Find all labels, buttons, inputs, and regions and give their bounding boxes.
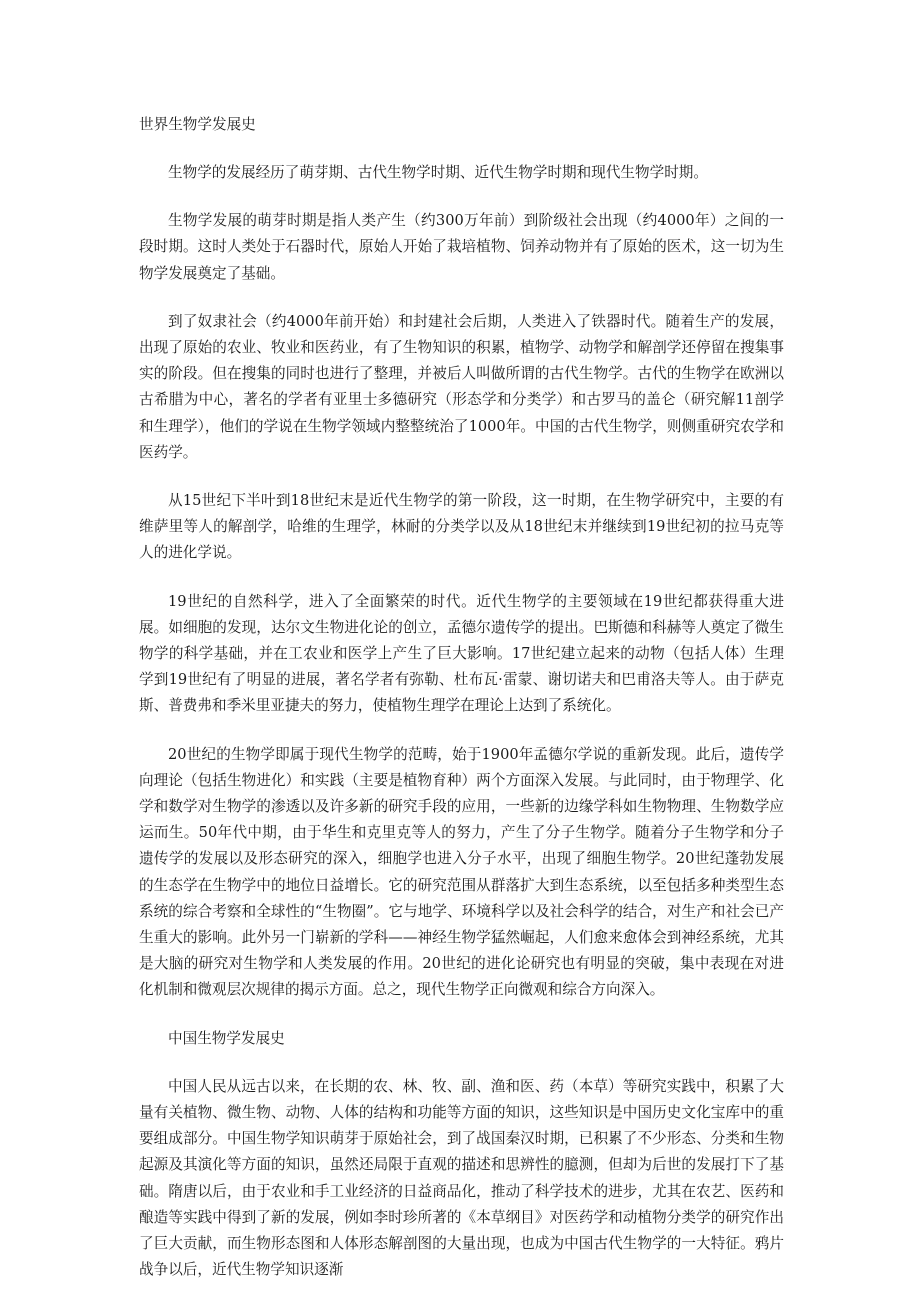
spacer [139, 567, 784, 589]
spacer [139, 720, 784, 742]
paragraph-19th-century: 19世纪的自然科学，进入了全面繁荣的时代。近代生物学的主要领域在19世纪都获得重大进展。如细胞的发现，达尔文生物进化论的创立，孟德尔遗传学的提出。巴斯德和科赫等人奠定了微生物学的科学基础，并在工农业和医学上产生了巨大影响。17世纪建立起来的动物（包括人体）生理学到19世纪有了明显的进展，著名学者有弥勒、杜布瓦·雷蒙、谢切诺夫和巴甫洛夫等人。由于萨克斯、普费弗和季米里亚捷夫的努力，使植物生理学在理论上达到了系统化。 [139, 592, 784, 715]
paragraph-modern-first-stage: 从15世纪下半叶到18世纪末是近代生物学的第一阶段，这一时期，在生物学研究中，主要的有维萨里等人的解剖学，哈维的生理学，林耐的分类学以及从18世纪末并继续到19世纪初的拉马克等人的进化学说。 [139, 492, 784, 562]
paragraph-20th-century: 20世纪的生物学即属于现代生物学的范畴，始于1900年孟德尔学说的重新发现。此后，遗传学向理论（包括生物进化）和实践（主要是植物育种）两个方面深入发展。与此同时，由于物理学、化学和数学对生物学的渗透以及许多新的研究手段的应用，一些新的边缘学科如生物物理、生物数学应运而生。50年代中期，由于华生和克里克等人的努力，产生了分子生物学。随着分子生物学和分子遗传学的发展以及形态研究的深入，细胞学也进入分子水平，出现了细胞生物学。20世纪蓬勃发展的生态学在生物学中的地位日益增长。它的研究范围从群落扩大到生态系统，以至包括多种类型生态系统的综合考察和全球性的“生物圈”。它与地学、环境科学以及社会科学的结合，对生产和社会已产生重大的影响。此外另一门崭新的学科——神经生物学猛然崛起，人们愈来愈体会到神经系统，尤其是大脑的研究对生物学和人类发展的作用。20世纪的进化论研究也有明显的突破，集中表现在对进化机制和微观层次规律的揭示方面。总之，现代生物学正向微观和综合方向深入。 [139, 745, 784, 999]
spacer [139, 466, 784, 488]
spacer [139, 138, 784, 160]
paragraph-overview: 生物学的发展经历了萌芽期、古代生物学时期、近代生物学时期和现代生物学时期。 [168, 164, 708, 181]
document-title: 世界生物学发展史 [139, 116, 256, 133]
spacer [139, 186, 784, 208]
paragraph-china-history: 中国人民从远古以来，在长期的农、林、牧、副、渔和医、药（本草）等研究实践中，积累了大量有关植物、微生物、动物、人体的结构和功能等方面的知识，这些知识是中国历史文化宝库中的重要组成部分。中国生物学知识萌芽于原始社会，到了战国秦汉时期，已积累了不少形态、分类和生物起源及其演化等方面的知识，虽然还局限于直观的描述和思辨性的臆测，但却为后世的发展打下了基础。隋唐以后，由于农业和手工业经济的日益商品化，推动了科学技术的进步，尤其在农艺、医药和酿造等实践中得到了新的发展，例如李时珍所著的《本草纲目》对医药学和动植物分类学的研究作出了巨大贡献，而生物形态图和人体形态解剖图的大量出现，也成为中国古代生物学的一大特征。鸦片战争以后，近代生物学知识逐渐 [139, 1077, 784, 1279]
section-heading-china: 中国生物学发展史 [168, 1029, 285, 1047]
spacer [139, 1052, 784, 1074]
spacer [139, 287, 784, 309]
paragraph-sprouting-period: 生物学发展的萌芽时期是指人类产生（约300万年前）到阶级社会出现（约4000年）之间的一段时期。这时人类处于石器时代，原始人开始了栽培植物、饲养动物并有了原始的医术，这一切为生物学发展奠定了基础。 [139, 212, 784, 282]
spacer [139, 1004, 784, 1026]
document-body [139, 112, 784, 1283]
paragraph-ancient-period: 到了奴隶社会（约4000年前开始）和封建社会后期，人类进入了铁器时代。随着生产的发展，出现了原始的农业、牧业和医药业，有了生物知识的积累，植物学、动物学和解剖学还停留在搜集事实的阶段。但在搜集的同时也进行了整理，并被后人叫做所谓的古代生物学。古代的生物学在欧洲以古希腊为中心，著名的学者有亚里士多德研究（形态学和分类学）和古罗马的盖仑（研究解11剖学和生理学），他们的学说在生物学领域内整整统治了1000年。中国的古代生物学，则侧重研究农学和医药学。 [139, 312, 785, 461]
